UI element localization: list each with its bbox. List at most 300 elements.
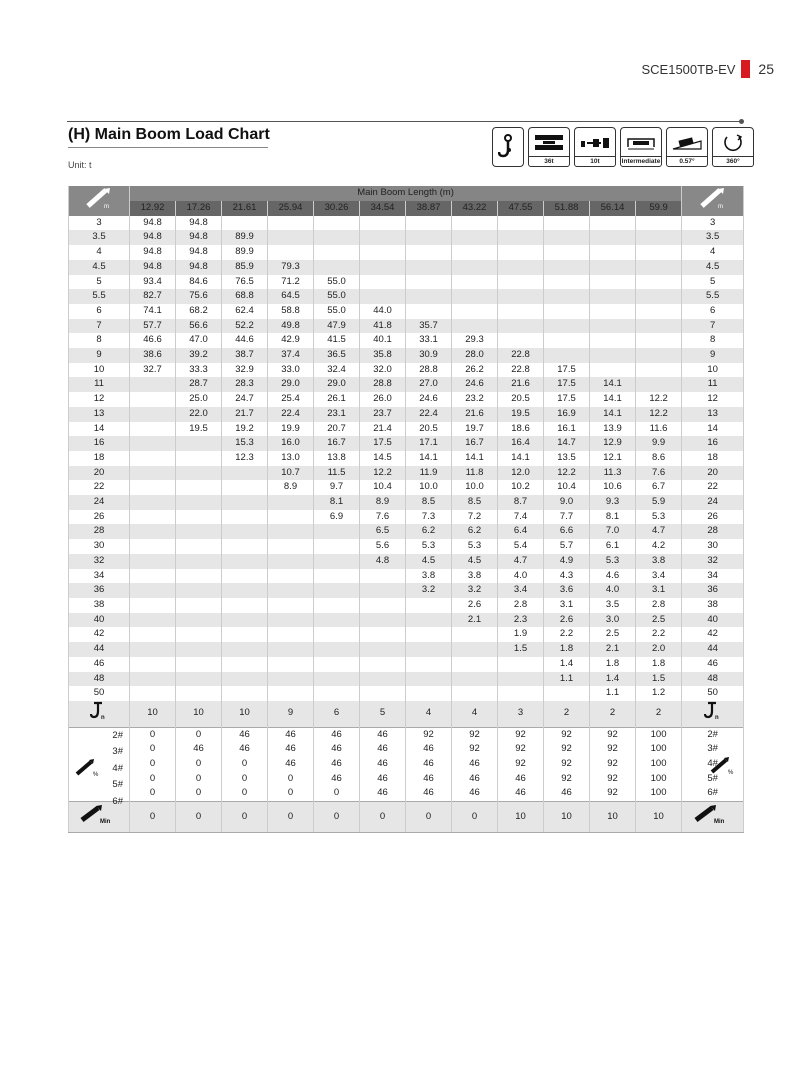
load-cell [176,627,222,642]
load-cell: 2.2 [544,627,590,642]
load-cell: 12.9 [590,436,636,451]
radius-label: 44 [69,642,130,657]
min-length-cell: 10 [636,802,682,833]
section-cell: 92 [452,727,498,742]
load-cell [360,686,406,701]
load-cell [452,686,498,701]
load-cell [222,627,268,642]
load-cell [176,598,222,613]
load-cell: 1.1 [590,686,636,701]
load-cell: 3.0 [590,613,636,628]
radius-label-right: 14 [682,422,744,437]
load-cell: 94.8 [130,260,176,275]
section-row [69,772,744,787]
load-cell: 14.1 [590,407,636,422]
load-cell: 4.8 [360,554,406,569]
load-cell [544,348,590,363]
load-cell: 2.1 [590,642,636,657]
section-cell: 46 [452,786,498,801]
section-cell: 0 [176,757,222,772]
load-cell: 2.8 [498,598,544,613]
load-cell [130,598,176,613]
load-cell [268,510,314,525]
load-cell: 24.6 [452,377,498,392]
section-cell: 46 [544,786,590,801]
radius-label-right: 34 [682,569,744,584]
load-cell: 14.5 [360,451,406,466]
load-cell: 32.9 [222,363,268,378]
load-cell: 55.0 [314,304,360,319]
section-cell: 46 [314,757,360,772]
load-cell: 37.4 [268,348,314,363]
table-row [69,613,744,628]
radius-label: 5.5 [69,289,130,304]
load-cell [636,363,682,378]
section-cell: 46 [406,742,452,757]
load-cell [636,333,682,348]
radius-label: 16 [69,436,130,451]
load-cell: 24.7 [222,392,268,407]
radius-label: 40 [69,613,130,628]
radius-label-right: 11 [682,377,744,392]
min-length-cell: 0 [452,802,498,833]
load-cell [176,510,222,525]
load-cell [176,436,222,451]
load-cell [130,510,176,525]
load-cell: 4.7 [636,524,682,539]
radius-label-right: 7 [682,319,744,334]
load-cell [498,230,544,245]
radius-label-right: 5.5 [682,289,744,304]
load-cell: 7.6 [360,510,406,525]
radius-label-right: 48 [682,672,744,687]
radius-label-right: 8 [682,333,744,348]
table-row [69,672,744,687]
load-cell: 7.6 [636,466,682,481]
radius-label-right: 20 [682,466,744,481]
parts-of-line-cell: 4 [406,701,452,727]
load-cell [314,642,360,657]
load-cell [590,348,636,363]
load-cell [452,289,498,304]
load-cell [406,657,452,672]
load-cell: 10.6 [590,480,636,495]
table-row [69,495,744,510]
load-cell: 11.6 [636,422,682,437]
load-cell [222,480,268,495]
load-cell: 19.2 [222,422,268,437]
load-cell [314,554,360,569]
load-cell: 64.5 [268,289,314,304]
section-cell: 46 [452,772,498,787]
load-cell: 12.2 [636,407,682,422]
radius-label-right: 32 [682,554,744,569]
radius-label-right: 6 [682,304,744,319]
section-cell: 46 [268,757,314,772]
radius-label: 34 [69,569,130,584]
section-cell: 92 [544,757,590,772]
section-cell: 46 [498,772,544,787]
load-cell: 18.6 [498,422,544,437]
load-cell [360,613,406,628]
table-row [69,657,744,672]
boom-length-header-cell: 38.87 [406,201,452,216]
load-cell: 8.1 [590,510,636,525]
load-cell [268,627,314,642]
table-row [69,333,744,348]
load-cell: 17.5 [360,436,406,451]
radius-label: 3 [69,216,130,231]
load-cell [360,230,406,245]
load-cell: 76.5 [222,275,268,290]
min-length-cell: 10 [590,802,636,833]
load-cell [130,642,176,657]
load-cell [130,392,176,407]
load-cell: 55.0 [314,275,360,290]
load-cell [636,260,682,275]
load-cell: 22.4 [268,407,314,422]
section-cell: 0 [130,786,176,801]
radius-label-right: 40 [682,613,744,628]
section-cell: 0 [130,727,176,742]
svg-text:m: m [717,204,723,210]
load-cell [222,642,268,657]
load-cell: 75.6 [176,289,222,304]
load-cell: 4.7 [498,554,544,569]
section-label-left: 2# [112,729,123,741]
load-cell: 23.2 [452,392,498,407]
load-cell: 41.5 [314,333,360,348]
load-cell: 19.5 [498,407,544,422]
load-cell: 1.8 [590,657,636,672]
load-cell: 49.8 [268,319,314,334]
load-chart-table [68,186,744,833]
load-cell [268,495,314,510]
load-cell [268,216,314,231]
load-cell: 3.2 [406,583,452,598]
section-label: 3# [707,743,718,755]
outrigger-span-icon: Intermediate [620,127,662,167]
section-cell: 46 [314,772,360,787]
section-cell: 100 [636,742,682,757]
load-cell: 12.3 [222,451,268,466]
load-cell: 42.9 [268,333,314,348]
load-cell: 41.8 [360,319,406,334]
load-cell: 8.5 [452,495,498,510]
section-label-right [682,727,744,776]
section-cell: 0 [222,772,268,787]
load-cell: 55.0 [314,289,360,304]
load-cell: 4.9 [544,554,590,569]
load-cell [360,216,406,231]
table-row [69,422,744,437]
load-cell: 14.1 [452,451,498,466]
load-cell [130,539,176,554]
load-cell: 6.9 [314,510,360,525]
load-cell: 15.3 [222,436,268,451]
load-cell: 28.8 [360,377,406,392]
load-cell: 40.1 [360,333,406,348]
load-cell: 58.8 [268,304,314,319]
load-cell: 5.3 [452,539,498,554]
load-cell: 8.9 [360,495,406,510]
load-cell [544,245,590,260]
section-cell: 100 [636,772,682,787]
radius-label: 28 [69,524,130,539]
section-cell: 46 [222,727,268,742]
load-cell [176,686,222,701]
section-label: 5# [707,772,718,784]
load-cell: 94.8 [176,260,222,275]
section-cell: 46 [268,742,314,757]
section-cell: 46 [406,786,452,801]
load-cell [452,216,498,231]
load-cell [590,319,636,334]
radius-label: 4 [69,245,130,260]
load-cell [406,230,452,245]
load-cell: 2.0 [636,642,682,657]
load-cell: 4.6 [590,569,636,584]
load-cell [544,319,590,334]
load-cell: 3.8 [406,569,452,584]
parts-of-line-cell: 10 [176,701,222,727]
load-cell: 33.0 [268,363,314,378]
section-cell: 0 [268,772,314,787]
load-cell: 84.6 [176,275,222,290]
load-cell: 7.0 [590,524,636,539]
load-cell: 19.5 [176,422,222,437]
table-row [69,363,744,378]
load-cell [636,348,682,363]
section-cell: 46 [360,757,406,772]
svg-text:%: % [93,771,99,778]
section-cell: 92 [590,742,636,757]
load-cell: 3.5 [590,598,636,613]
min-boom-icon-right [682,802,744,833]
boom-length-header-cell: 34.54 [360,201,406,216]
load-cell: 20.5 [406,422,452,437]
load-cell: 10.0 [406,480,452,495]
load-cell [636,230,682,245]
load-cell: 94.8 [176,245,222,260]
radius-label-right: 3 [682,216,744,231]
min-length-cell: 10 [544,802,590,833]
section-cell: 46 [222,742,268,757]
table-row [69,642,744,657]
section-cell: 100 [636,727,682,742]
load-cell: 82.7 [130,289,176,304]
load-cell [268,672,314,687]
load-cell: 25.4 [268,392,314,407]
load-cell [314,245,360,260]
load-cell: 17.5 [544,377,590,392]
load-cell: 1.4 [544,657,590,672]
load-cell: 10.4 [360,480,406,495]
radius-label-right: 10 [682,363,744,378]
table-row [69,407,744,422]
radius-icon-right [682,186,744,216]
load-cell [176,642,222,657]
load-cell: 14.1 [498,451,544,466]
load-cell [176,524,222,539]
load-cell [314,583,360,598]
load-cell: 2.8 [636,598,682,613]
section-cell: 92 [590,757,636,772]
svg-text:Min: Min [713,819,724,826]
section-cell: 46 [268,727,314,742]
hook-reeving-icon [69,701,130,727]
section-percent-icon [69,727,130,807]
boom-length-row [69,201,744,216]
load-cell: 44.0 [360,304,406,319]
load-cell [498,304,544,319]
load-cell: 26.1 [314,392,360,407]
load-cell: 7.7 [544,510,590,525]
load-cell: 1.4 [590,672,636,687]
load-cell [544,304,590,319]
boom-length-header-cell: 12.92 [130,201,176,216]
section-cell: 0 [130,772,176,787]
load-cell: 22.4 [406,407,452,422]
load-cell [360,260,406,275]
load-cell: 1.5 [498,642,544,657]
section-cell: 92 [544,727,590,742]
section-cell: 0 [130,742,176,757]
load-cell: 8.7 [498,495,544,510]
section-cell: 92 [590,772,636,787]
table-row [69,245,744,260]
load-cell [452,657,498,672]
load-cell [452,319,498,334]
load-cell [268,524,314,539]
load-cell [130,524,176,539]
load-cell: 8.9 [268,480,314,495]
load-cell: 13.5 [544,451,590,466]
radius-label: 9 [69,348,130,363]
load-cell: 3.1 [636,583,682,598]
load-cell: 94.8 [176,230,222,245]
load-cell [176,554,222,569]
load-cell: 38.6 [130,348,176,363]
section-cell: 0 [176,727,222,742]
load-cell [176,451,222,466]
accent-bar [741,60,750,78]
load-cell [636,245,682,260]
load-cell: 5.3 [636,510,682,525]
load-cell [360,672,406,687]
hook-reeving-icon-right [682,701,744,727]
load-cell [498,319,544,334]
load-cell: 7.2 [452,510,498,525]
load-cell [498,333,544,348]
load-cell [268,569,314,584]
load-cell [498,657,544,672]
load-cell: 68.8 [222,289,268,304]
load-cell: 4.5 [406,554,452,569]
load-cell: 12.1 [590,451,636,466]
load-cell: 89.9 [222,245,268,260]
section-row [69,727,744,742]
load-cell: 1.8 [636,657,682,672]
header-rule [67,121,743,122]
section-cell: 0 [268,786,314,801]
load-cell [130,451,176,466]
radius-label: 48 [69,672,130,687]
load-cell [360,275,406,290]
radius-label: 18 [69,451,130,466]
load-cell: 2.5 [590,627,636,642]
load-cell: 14.1 [590,392,636,407]
load-cell: 11.9 [406,466,452,481]
load-cell [314,627,360,642]
load-cell: 39.2 [176,348,222,363]
load-cell [636,319,682,334]
load-cell [314,657,360,672]
load-cell [268,686,314,701]
radius-label-right: 44 [682,642,744,657]
model-name: SCE1500TB-EV [641,61,736,77]
load-cell: 1.2 [636,686,682,701]
load-cell: 21.4 [360,422,406,437]
boom-length-header-cell: 56.14 [590,201,636,216]
load-cell: 3.8 [452,569,498,584]
radius-label-right: 36 [682,583,744,598]
radius-label-right: 5 [682,275,744,290]
parts-of-line-cell: 2 [590,701,636,727]
boom-length-header-cell: 30.26 [314,201,360,216]
load-cell [314,672,360,687]
load-cell [176,657,222,672]
load-cell [406,613,452,628]
load-cell [360,598,406,613]
load-cell: 3.2 [452,583,498,598]
radius-label: 26 [69,510,130,525]
load-cell [590,260,636,275]
load-cell: 4.0 [498,569,544,584]
load-cell [636,304,682,319]
table-row [69,480,744,495]
load-cell: 10.2 [498,480,544,495]
radius-label-right: 13 [682,407,744,422]
load-cell: 16.0 [268,436,314,451]
load-cell [636,216,682,231]
radius-label: 13 [69,407,130,422]
load-cell: 4.5 [452,554,498,569]
load-cell: 2.1 [452,613,498,628]
load-cell [130,436,176,451]
parts-of-line-cell: 2 [636,701,682,727]
load-cell [222,510,268,525]
load-cell [590,230,636,245]
load-cell [498,216,544,231]
config-icons [492,127,758,167]
load-cell: 9.3 [590,495,636,510]
load-cell [176,672,222,687]
radius-label: 42 [69,627,130,642]
load-cell: 93.4 [130,275,176,290]
table-row [69,569,744,584]
load-cell: 1.9 [498,627,544,642]
load-cell: 6.2 [406,524,452,539]
radius-label-right: 26 [682,510,744,525]
radius-label: 5 [69,275,130,290]
load-cell [314,686,360,701]
load-cell: 14.1 [406,451,452,466]
load-cell: 9.7 [314,480,360,495]
radius-label: 7 [69,319,130,334]
load-cell [360,289,406,304]
radius-label: 10 [69,363,130,378]
